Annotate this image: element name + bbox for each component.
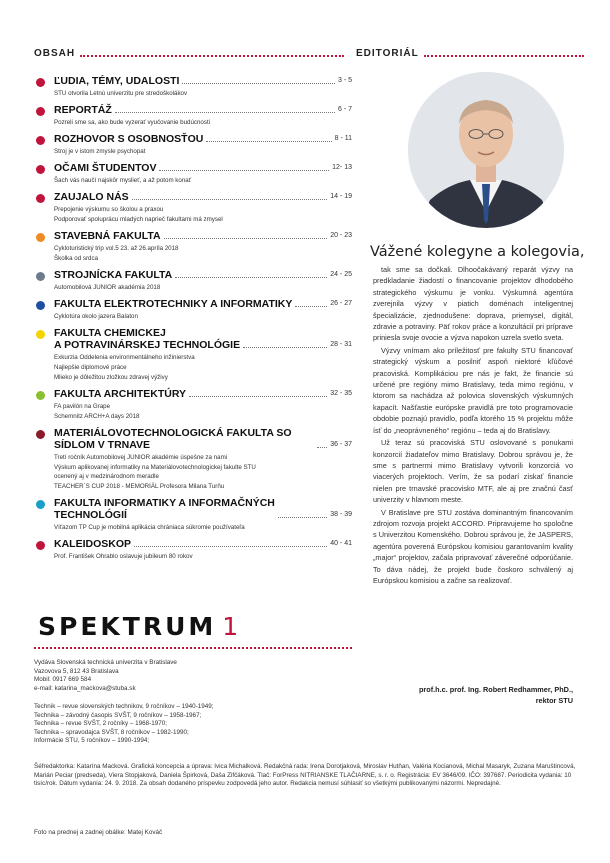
toc-entry-pages: 38 - 39 [330,511,352,518]
publisher-line: Vydáva Slovenská technická univerzita v Bratislave [34,659,177,666]
toc-entry-title: STROJNÍCKA FAKULTA [54,269,173,281]
heading-divider [80,55,344,57]
logo-divider [34,647,352,649]
toc-entry-title-line [54,104,352,116]
section-bullet-icon [36,541,45,550]
toc-entry-subtitles [54,244,352,263]
toc-entry-title-line [54,388,352,400]
toc-entry-title: FAKULTA ELEKTROTECHNIKY A INFORMATIKY [54,298,293,310]
editorial-body [373,264,573,587]
dot-leader [295,306,327,307]
dot-leader [132,199,328,200]
dot-leader [159,170,329,171]
toc-entry-title: STAVEBNÁ FAKULTA [54,230,161,242]
publisher-info [34,659,352,693]
section-bullet-icon [36,391,45,400]
toc-entry-title: FAKULTA CHEMICKEJ A POTRAVINÁRSKEJ TECHNOLÓGIE [54,327,241,351]
dot-leader [164,238,328,239]
toc-subtitle: Automobilová JUNIOR akadémia 2018 [54,284,161,291]
toc-subtitle: Podporovať spoluprácu mladých naprieč fakultami má zmysel [54,216,223,223]
toc-entry-pages: 24 - 25 [330,271,352,278]
toc-entry-title-line [54,162,352,174]
toc-entry [34,75,352,98]
toc-entry-title: OČAMI ŠTUDENTOV [54,162,157,174]
heading-divider [424,55,584,57]
toc-entry-pages: 3 - 5 [337,77,352,84]
section-bullet-icon [36,330,45,339]
toc-subtitle: TEACHER´S CUP 2018 - MEMORIÁL Profesora Milana Turňu [54,483,225,490]
toc-entry [34,538,352,561]
toc-subtitle: Najlepšie diplomové práce [54,364,127,371]
toc-entry [34,427,352,491]
toc-entry-pages: 36 - 37 [330,441,352,448]
toc-entry-subtitles [54,402,352,421]
toc-entry-subtitles [54,89,352,98]
toc-entry-title-line [54,497,352,521]
toc-entry [34,191,352,224]
dot-leader [175,277,327,278]
dot-leader [115,112,335,113]
contents-heading [34,48,344,59]
publisher-line: Mobil: 0917 669 584 [34,676,92,683]
toc-subtitle: Cyklotúra okolo jazera Balaton [54,313,138,320]
toc-entry-subtitles [54,312,352,321]
toc-subtitle: Mlieko je dôležitou zložkou zdravej výživy [54,374,168,381]
toc-entry-subtitles [54,283,352,292]
publisher-line: Vazovova 5, 812 43 Bratislava [34,667,119,675]
toc-entry-pages: 14 - 19 [330,193,352,200]
signature-line: rektor STU [535,696,573,705]
toc-entry [34,269,352,292]
toc-subtitle: Pozreli sme sa, ako bude vyzerať vyučovanie budúcnosti [54,119,211,126]
publisher-line: e-mail: katarina_mackova@stuba.sk [34,684,136,692]
toc-entry-title-line [54,75,352,87]
toc-subtitle: Cykloturistický trip vol.5 23. až 26.apríla 2018 [54,245,179,252]
toc-subtitle: FA pavilón na Grape [54,403,111,410]
section-bullet-icon [36,272,45,281]
issue-number: 1 [222,612,242,641]
toc-entry-subtitles [54,552,352,561]
toc-entry-title-line [54,298,352,310]
signature-line: prof.h.c. prof. Ing. Robert Redhammer, PhD., [418,685,573,694]
section-bullet-icon [36,500,45,509]
toc-entry-pages: 6 - 7 [337,106,352,113]
toc-entry [34,298,352,321]
dot-leader [278,517,327,518]
toc-entry-pages: 40 - 41 [330,540,352,547]
toc-entry-subtitles [54,453,352,491]
section-bullet-icon [36,233,45,242]
toc-subtitle: Šach vás naučí najskôr myslieť, a až potom konať [54,177,192,184]
dot-leader [134,546,327,547]
toc-entry-title-line [54,538,352,550]
toc-subtitle: Stroj je v istom zmysle psychopat [54,148,146,155]
toc-entry-pages: 26 - 27 [330,300,352,307]
toc-entry-title-line [54,427,352,451]
toc-entry-subtitles [54,118,352,127]
toc-entry [34,104,352,127]
toc-entry [34,388,352,421]
dot-leader [182,83,335,84]
logo-word: SPEKTRUM [38,612,217,641]
toc-entry-subtitles [54,176,352,185]
toc-entry-title: FAKULTA INFORMATIKY A INFORMAČNÝCH TECHNOLÓGIÍ [54,497,275,521]
section-bullet-icon [36,107,45,116]
toc-entry-title-line [54,230,352,242]
history-line: Technika – závodný časopis SVŠT, 9 ročníkov – 1958-1967; [34,711,202,719]
toc-entry-subtitles [54,147,352,156]
history-line: Informácie STU, 5 ročníkov – 1990-1994; [34,737,150,744]
section-bullet-icon [36,136,45,145]
toc-entry-title-line [54,191,352,203]
editorial-heading [356,48,584,59]
toc-entry-title: ZAUJALO NÁS [54,191,129,203]
toc-subtitle: Výskum aplikovanej informatiky na Materiálovotechnologickej fakulte STU ocenený aj v medzinárodnom meradle [54,464,256,480]
toc-entry-title: REPORTÁŽ [54,104,112,116]
dot-leader [243,347,327,348]
history-list [34,703,352,746]
magazine-logo [38,612,241,641]
table-of-contents [34,75,352,567]
editorial-title: Vážené kolegyne a kolegovia, [370,244,585,260]
toc-entry-title-line [54,327,352,351]
toc-entry-subtitles [54,205,352,224]
history-line: Technik – revue slovenských technikov, 9 ročníkov – 1940-1949; [34,703,214,710]
toc-entry-pages: 32 - 35 [330,390,352,397]
editorial-signature [373,684,573,706]
toc-entry [34,497,352,532]
toc-subtitle: Exkurzia Oddelenia environmentálneho inžinierstva [54,354,195,361]
toc-entry [34,230,352,263]
toc-subtitle: Víťazom TP Cup je mobilná aplikácia chrániaca súkromie používateľa [54,524,245,531]
photo-credit: Foto na prednej a zadnej obálke: Matej Kováč [34,829,163,836]
toc-subtitle: Školka od srdca [54,255,99,262]
toc-subtitle: Schemnitz ARCH+A days 2018 [54,413,140,420]
toc-entry [34,162,352,185]
section-bullet-icon [36,430,45,439]
toc-subtitle: Tretí ročník Automobilovej JUNIOR akadémie úspešne za nami [54,454,228,461]
toc-entry-title: MATERIÁLOVOTECHNOLOGICKÁ FAKULTA SO SÍDLOM V TRNAVE [54,427,292,451]
toc-entry-title: ROZHOVOR S OSOBNOSŤOU [54,133,204,145]
toc-entry-title-line [54,133,352,145]
history-line: Technika – revue SVŠT, 2 ročníky – 1968-1970; [34,720,168,727]
dot-leader [189,396,327,397]
toc-entry [34,133,352,156]
toc-entry-title: KALEIDOSKOP [54,538,132,550]
toc-entry-subtitles [54,353,352,382]
section-bullet-icon [36,194,45,203]
section-bullet-icon [36,165,45,174]
dot-leader [317,447,327,448]
dot-leader [206,141,331,142]
toc-entry-pages: 8 - 11 [334,135,352,142]
toc-subtitle: STU otvorila Letnú univerzitu pre stredoškolákov [54,90,188,97]
toc-entry-title-line [54,269,352,281]
editorial-paragraph: tak sme sa dočkali. Dlhoočakávaný reparát výzvy na predkladanie žiadostí o financovanie projektov dlhodobého strategického výskumu je vonku. Výskumná agentúra zverejnila výzvy v piatich doménach inteligentnej špecializácie, zjednodušene: doprava, priemysel, digitál, zdravie a potraviny. Päť rokov práce a konzultácií pri príprave priniesla svoje ovocie a výzva napokon uzrela svetlo sveta. [373,265,573,343]
section-bullet-icon [36,301,45,310]
toc-subtitle: Prof. František Ohrablo oslavuje jubileum 80 rokov [54,553,193,560]
toc-entry-pages: 28 - 31 [330,341,352,348]
rector-portrait [408,72,564,228]
editorial-paragraph: Výzvy vnímam ako príležitosť pre fakulty STU financovať strategický výskum a posilniť aspoň niektoré kľúčové pracoviská. Komplikáciou pre nás je fakt, že financie sú určené pre regióny mimo Bratislavy, teda mimo regiónu, v ktorom sa nachádza až polovica slovenských výskumných kapacít. Našťastie európske pravidlá pre toto programovacie obdobie poznajú pravidlo, podľa ktorého 15 % projektu môže ísť do „neoprávneného“ regiónu – teda aj do Bratislavy. [373,345,573,435]
credits-text: Šéfredaktorka: Katarína Macková. Grafická koncepcia a úprava: Ivica Michalková. Redakčná rada: Irena Dorotjaková, Miroslav Hutňan, Valéria Kocianová, Michal Masaryk, Zuzana Maruštincová, Marián Peciar (predseda), Viera Stopjaková, Daniela Špirková, Daša Zifčáková. Tlač: ForPress NITRIANSKE TLAČIARNE, s. r. o. Registrácia: EV 3646/09. IČO: 397687. Periodicita vydania: 10 tisíc/rok. Dátum vydania: 24. 9. 2018. Za obsah dodaného príspevku zodpovedá jeho autor. Redakcia nemusí súhlasiť so všetkými publikovanými názormi. Nepredajné. [34,763,576,787]
editorial-paragraph: Už teraz sú pracoviská STU oslovované s ponukami konzorcií žiadateľov mimo Bratislavy. Dobrou správou je, že sme s partnermi mimo Bratislavy vytvorili konzorciá vo viacerých projektoch. Verím, že sa podarí získať financie nielen pre trnavské pracovisko MTF, ale aj pre značnú časť univerzity v hlavnom meste. [373,438,573,505]
contents-heading-label: OBSAH [34,48,76,59]
toc-subtitle: Prepojenie výskumu so školou a praxou [54,206,164,213]
toc-entry-pages: 12- 13 [332,164,352,171]
history-line: Technika – spravodajca SVŠT, 8 ročníkov – 1982-1990; [34,728,189,736]
editorial-paragraph: V Bratislave pre STU zostáva dominantným financovaním zdrojom rozvoja projekt ACCORD. Pripravujeme ho spoločne s Univerzitou Komenského. Dobrou správou je, že JASPERS, agentúra poverená Európskou komisiou garantovaním kvality „major“ projektov, začala pripravovať záverečné odporúčanie. To dáva nádej, že projekt bude čoskoro schválený aj Európskou komisiou a začne sa realizovať. [373,507,573,585]
toc-entry-subtitles [54,523,352,532]
editorial-heading-label: EDITORIÁL [356,48,419,59]
toc-entry [34,327,352,382]
toc-entry-title: ĽUDIA, TÉMY, UDALOSTI [54,75,180,87]
section-bullet-icon [36,78,45,87]
toc-entry-title: FAKULTA ARCHITEKTÚRY [54,388,187,400]
toc-entry-pages: 20 - 23 [330,232,352,239]
